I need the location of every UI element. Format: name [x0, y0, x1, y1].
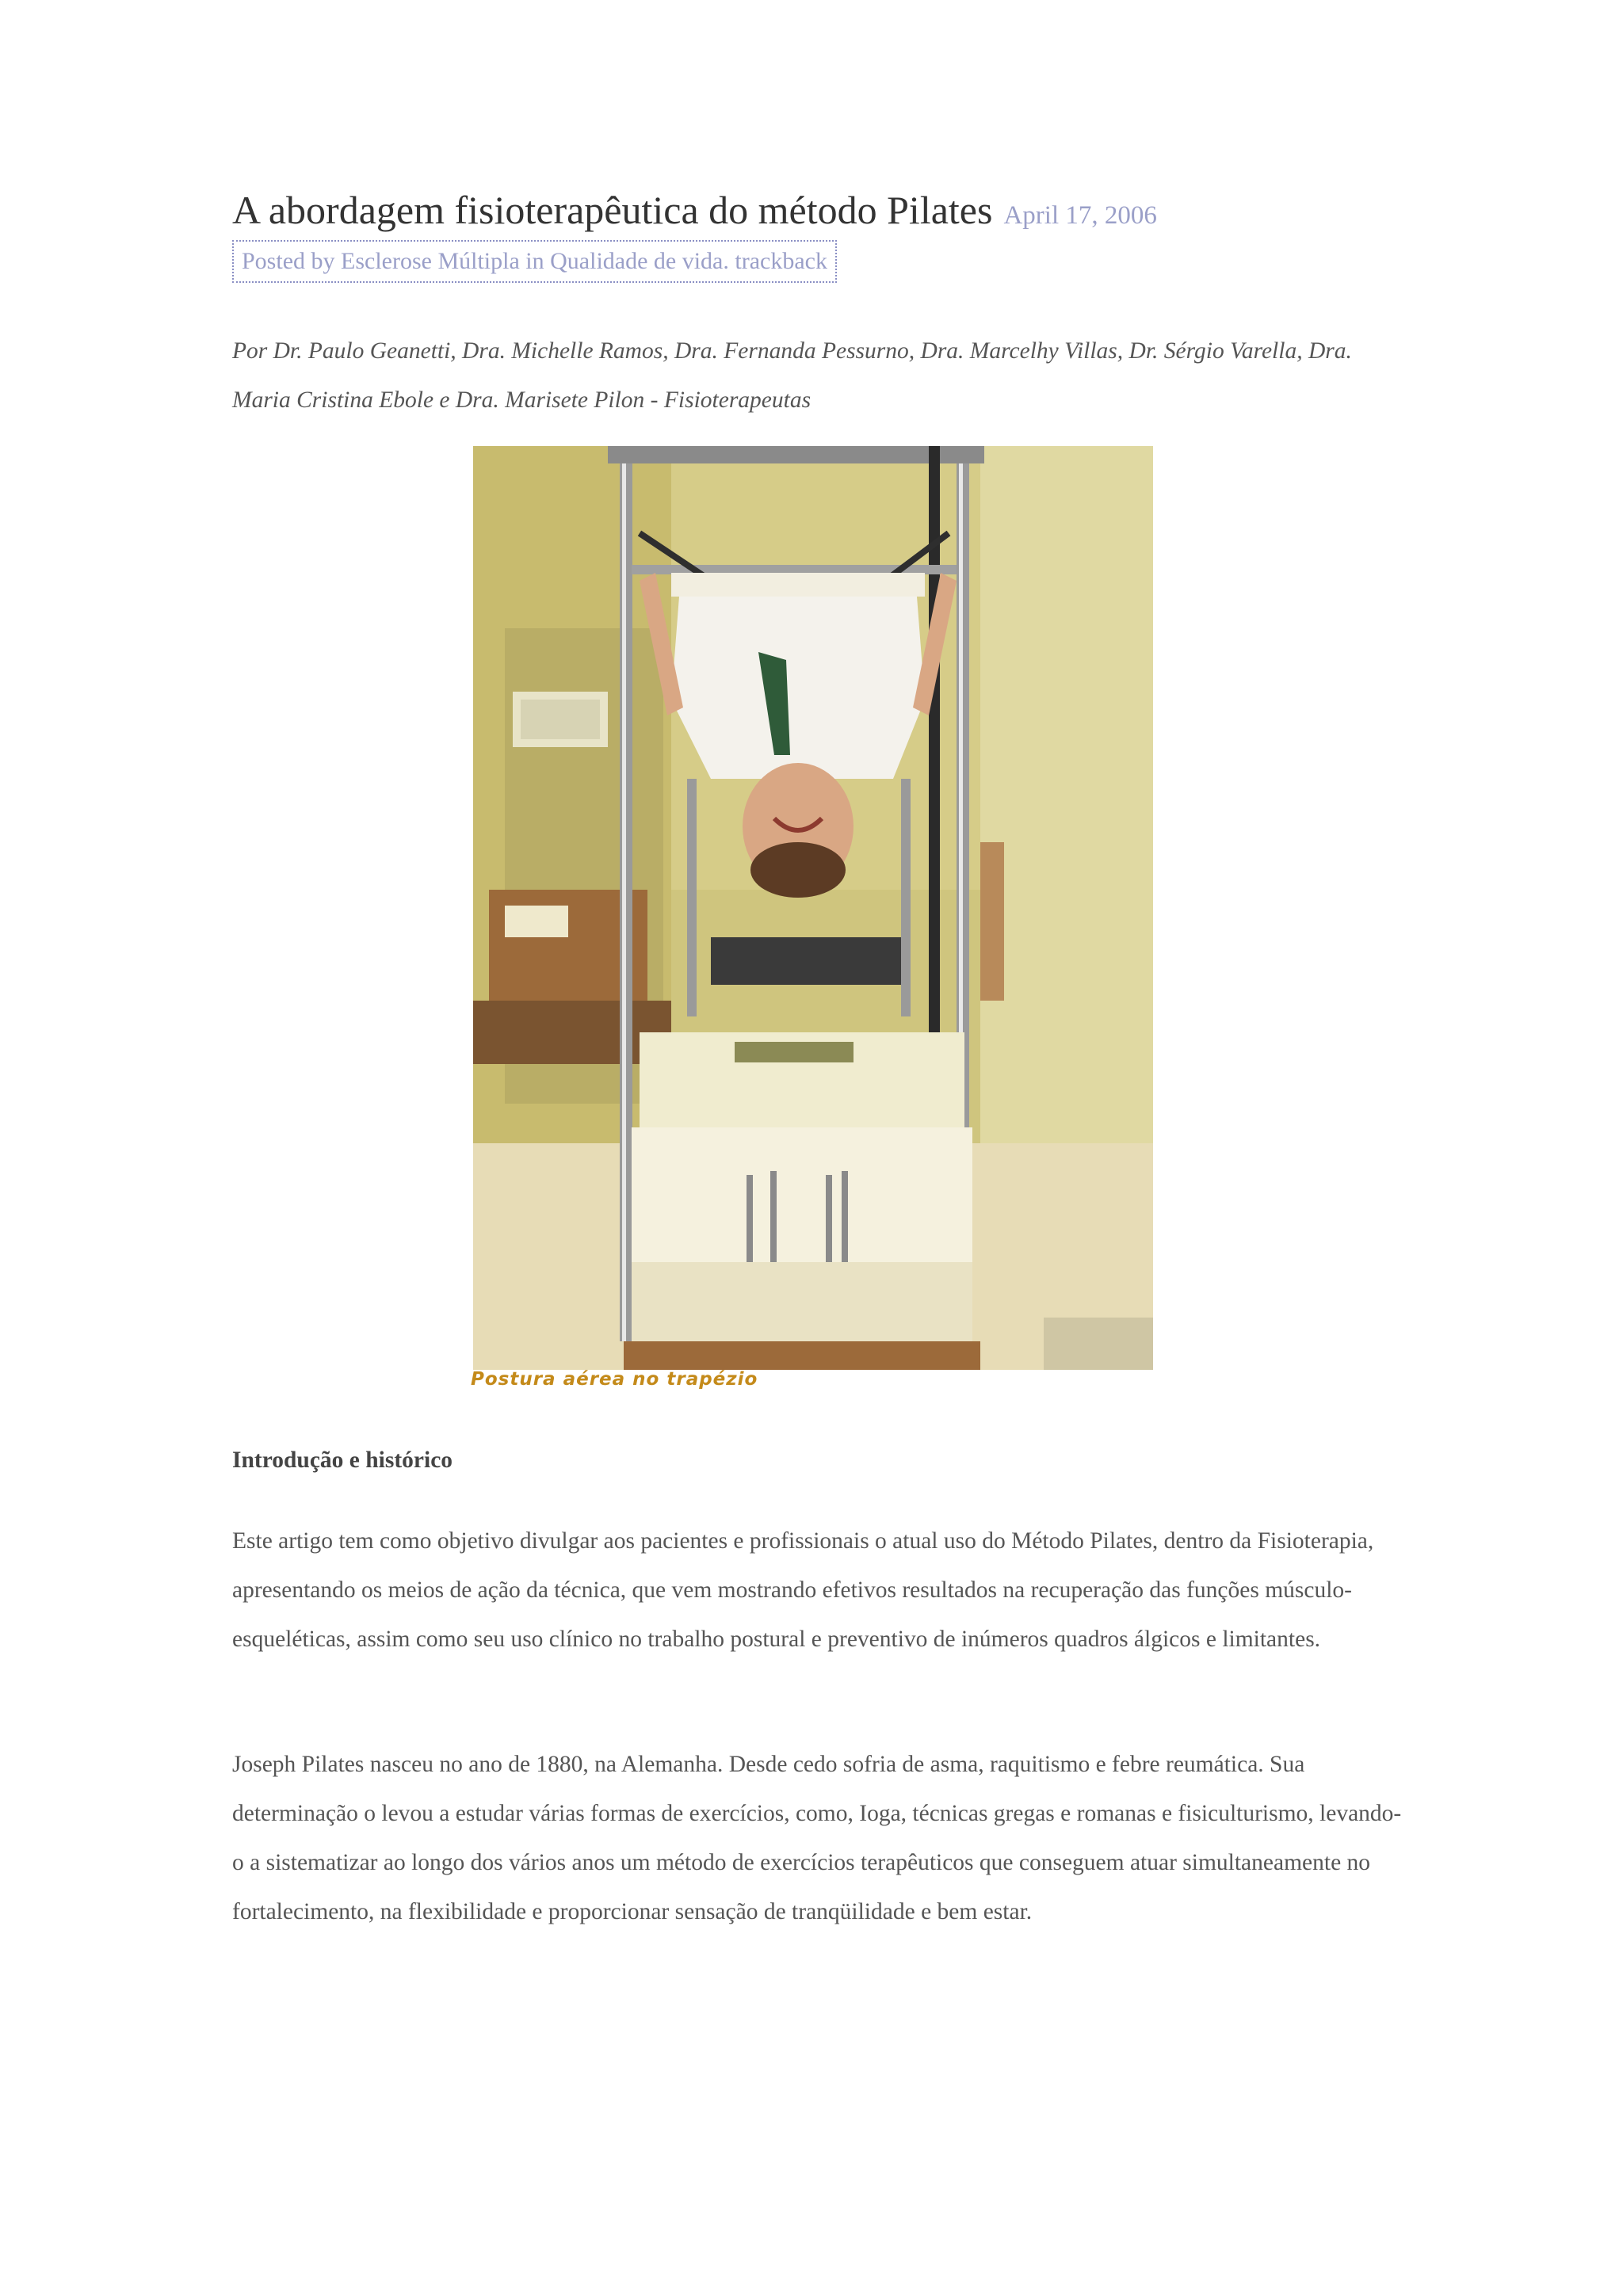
- post-meta-prefix: Posted by Esclerose Múltipla in: [242, 248, 551, 274]
- post-authors: Por Dr. Paulo Geanetti, Dra. Michelle Ramos, Dra. Fernanda Pessurno, Dra. Marcelhy Villas, Dr. Sérgio Varella, Dra. Maria Cristina Ebole e Dra. Marisete Pilon - Fisioterapeutas: [232, 338, 1352, 413]
- post-date: April 17, 2006: [1003, 201, 1157, 230]
- post-title: A abordagem fisioterapêutica do método Pilates: [232, 188, 993, 232]
- trackback-link[interactable]: trackback: [735, 248, 827, 274]
- paragraph: Joseph Pilates nasceu no ano de 1880, na Alemanha. Desde cedo sofria de asma, raquitismo e febre reumática. Sua determinação o levou a estudar várias formas de exercícios, como, Ioga, técnicas gregas e romanas e fisiculturismo, levando-o a sistematizar ao longo dos vários anos um método de exercícios terapêuticos que conseguem atuar simultaneamente no fortalecimento, na flexibilidade e proporcionar sensação de tranqüilidade e bem estar.: [232, 1752, 1402, 1924]
- paragraph: Este artigo tem como objetivo divulgar aos pacientes e profissionais o atual uso do Método Pilates, dentro da Fisioterapia, apresentando os meios de ação da técnica, que vem mostrando efetivos resultados na recuperação das funções músculo-esqueléticas, assim como seu uso clínico no trabalho postural e preventivo de inúmeros quadros álgicos e limitantes.: [232, 1528, 1374, 1652]
- pilates-photo: [473, 446, 1153, 1370]
- post-meta: [232, 240, 837, 283]
- post-header: [232, 189, 1157, 232]
- figure-caption: Postura aérea no trapézio: [471, 1369, 758, 1390]
- category-link[interactable]: Qualidade de vida.: [550, 248, 729, 274]
- section-heading: Introdução e histórico: [232, 1447, 453, 1473]
